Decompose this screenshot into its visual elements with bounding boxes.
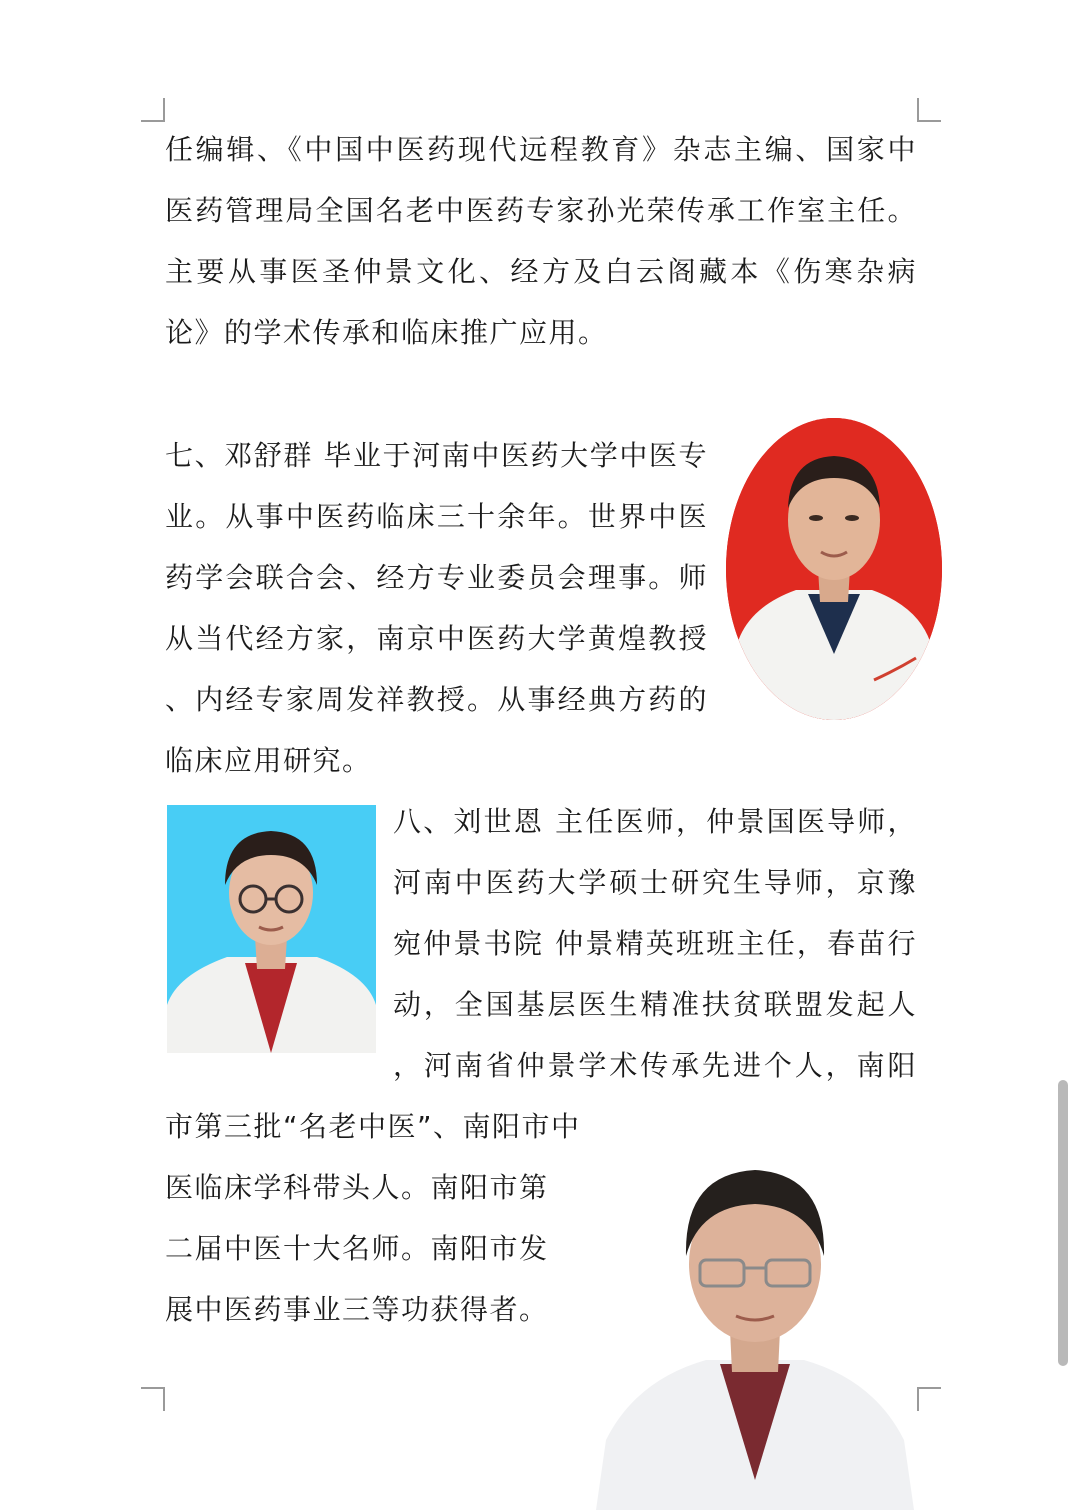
text-line: 从当代经方家，南京中医药大学黄煌教授 — [165, 622, 708, 655]
page-corner-mark-bottom-right — [917, 1387, 941, 1411]
text-line: 七、邓舒群 毕业于河南中医药大学中医专 — [165, 439, 708, 472]
text-line: 医临床学科带头人。南阳市第 — [165, 1171, 549, 1204]
text-line: 河南中医药大学硕士研究生导师，京豫 — [393, 866, 917, 899]
portrait-figure-icon — [726, 418, 942, 720]
text-line: 二届中医十大名师。南阳市发 — [165, 1232, 549, 1265]
text-line: 、内经专家周发祥教授。从事经典方药的 — [165, 683, 708, 716]
portrait-photo-liu-shien — [167, 805, 376, 1053]
text-line: 临床应用研究。 — [165, 744, 372, 777]
page-corner-mark-bottom-left — [141, 1387, 165, 1411]
portrait-photo-third — [596, 1160, 914, 1510]
text-line: 药学会联合会、经方专业委员会理事。师 — [165, 561, 708, 594]
text-line: 医药管理局全国名老中医药专家孙光荣传承工作室主任。 — [165, 194, 917, 227]
page-corner-mark-top-left — [141, 98, 165, 122]
text-line: 八、刘世恩 主任医师，仲景国医导师， — [393, 805, 917, 838]
text-line: 动，全国基层医生精准扶贫联盟发起人 — [393, 988, 917, 1021]
page-corner-mark-top-right — [917, 98, 941, 122]
text-line: ，河南省仲景学术传承先进个人，南阳 — [393, 1049, 917, 1082]
vertical-scrollbar[interactable] — [1058, 1080, 1068, 1366]
portrait-figure-icon — [596, 1160, 914, 1510]
portrait-figure-icon — [167, 805, 376, 1053]
text-line: 论》的学术传承和临床推广应用。 — [165, 316, 608, 349]
text-line: 市第三批“名老中医”、南阳市中 — [165, 1110, 581, 1143]
text-line: 展中医药事业三等功获得者。 — [165, 1293, 549, 1326]
text-line: 业。从事中医药临床三十余年。世界中医 — [165, 500, 708, 533]
text-line: 宛仲景书院 仲景精英班班主任，春苗行 — [393, 927, 917, 960]
text-line: 任编辑、《中国中医药现代远程教育》杂志主编、国家中 — [165, 133, 917, 166]
text-line: 主要从事医圣仲景文化、经方及白云阁藏本《伤寒杂病 — [165, 255, 917, 288]
portrait-photo-deng-shuqun — [726, 418, 942, 720]
